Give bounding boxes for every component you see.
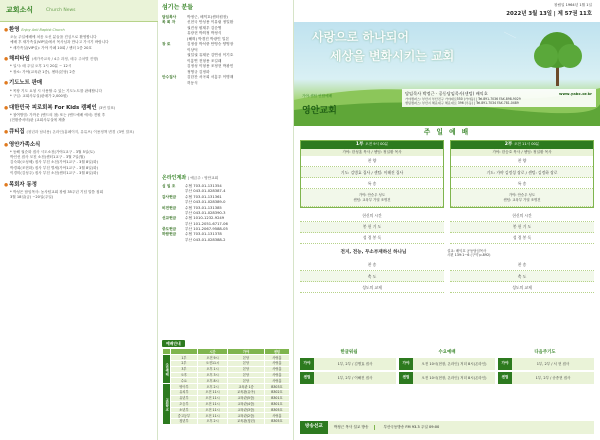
staff-role: 안수집사 [162, 75, 177, 80]
pastor-names: 담임목사 박정근 · 공동담임목사(센텀) 배익호 [405, 91, 488, 96]
news-line: * 박성은 담임목사: 농사팀교회 창립 35주년 기념 말씀 집회 [10, 189, 104, 194]
news-line: * 일시: 매 주일 오후 1시 20분 ~ 12시 [10, 64, 72, 69]
account-number: 부산 101-2051-6717-06 [185, 221, 228, 226]
bullet-icon: ● [4, 142, 9, 148]
news-line: 3월 18일(금) ~20일(주일) [10, 194, 54, 199]
news-section [4, 142, 154, 176]
second-service-special-song: 특 송 [451, 178, 593, 189]
schedule-cell [399, 358, 495, 370]
worship-table-cell: 소년부 [171, 407, 198, 413]
worship-guide-table [162, 348, 290, 425]
account-number: 부산 101-2067-9588-05 [185, 227, 228, 231]
staff-row [162, 70, 290, 75]
worship-table-cell: 오전 11시 [197, 395, 227, 401]
worship-table-cell: 오후 2시 [197, 419, 227, 425]
worship-table-cell: 영아부 [171, 384, 198, 390]
first-service-singer-gaya: 가야: 안승우 성도 [358, 193, 386, 198]
second-service-singers [451, 189, 593, 207]
second-service-hymn: 찬 양 [451, 156, 593, 167]
worship-group-label: 교회학교 [163, 384, 171, 425]
staff-names: 김정삼 박석중 안영승 양영장 [187, 42, 234, 47]
worship-table-cell: 교육관(청년) [228, 419, 265, 425]
worship-table-cell: 유년부 [171, 395, 198, 401]
address-gaya: 가야캠퍼스: 부산시 부산진구 가야대로550 (가야동) | Tel.891-7036 FAX.898-9029 [405, 96, 521, 101]
worship-table-cell: 오후 2시 [197, 384, 227, 390]
worship-table-cell: 사랑홀 [264, 366, 289, 372]
worship-table-cell: 사랑홀 [264, 372, 289, 378]
news-section-subtitle: (청년과 남녀용) 온라인(홈페이지, 유튜브) 이용정책 변경 [26, 129, 116, 134]
staff-role [162, 53, 187, 58]
slogan-line-2: 세상을 변화시키는 교회 [330, 49, 455, 63]
worship-table-cell: 오후 8시 [197, 378, 227, 384]
sunday-worship-title: 주 일 예 배 [423, 128, 471, 136]
worship-table-cell: 본당 [228, 372, 265, 378]
account-row [162, 227, 290, 232]
account-label [162, 222, 185, 227]
worship-table-cell: 2부 [171, 361, 198, 367]
worship-table-cell: 유치부 [171, 390, 198, 396]
closing-right [450, 260, 594, 294]
staff-role [162, 48, 187, 53]
news-line: 박경희(조현화) 집사 부친 별세(가야1교구 - 3월 8일(화) [10, 165, 98, 170]
worship-table-cell: 초등부 [171, 401, 198, 407]
account-label: 십 일 조 [162, 184, 176, 188]
worship-table-cell: 본당 [228, 361, 265, 367]
worship-table-cell: B301호 [264, 395, 289, 401]
staff-role [162, 31, 187, 36]
worship-table-cell: 교육관(3층) [228, 407, 265, 413]
news-column [0, 0, 158, 440]
account-list [162, 184, 290, 243]
dedication-time: 헌신의 시간 [300, 210, 444, 221]
first-service-title: 1부 [355, 142, 364, 147]
news-section-subtitle: (새가족교육 / 4주 과정, 매주 주차별 진행) [31, 57, 99, 62]
worship-table-cell: 교육관(4층) [228, 401, 265, 407]
news-line: * 목장 기도 요청 시 사용할 수 있는 기도노트를 판매합니다 [10, 88, 102, 93]
account-label [162, 238, 185, 243]
worship-table-cell: 중고등부 [171, 413, 198, 419]
news-section-body [4, 190, 154, 200]
schedule-row [300, 358, 594, 370]
worship-table-cell: 오후 3시 [197, 372, 227, 378]
bullet-icon: ● [4, 182, 9, 188]
worship-table-cell: 오전 11시 [197, 413, 227, 419]
account-number: 부산 043-01-028389-0 [185, 200, 226, 205]
first-service-hymn: 찬 양 [301, 156, 443, 167]
staff-row [162, 81, 290, 86]
schedule-cell [498, 358, 594, 370]
staff-names: 신현국 안성용 이유림 정일환 [187, 20, 234, 25]
account-number: 수협 1010-1232-9249 [185, 216, 225, 221]
issue-dateline: 2022년 3월 13일 | 제 57권 11호 [506, 11, 592, 17]
online-account-title [162, 175, 218, 182]
worship-table-cell: B302호 [264, 390, 289, 396]
worship-guide-title: 예배안내 [162, 340, 185, 347]
common-order-right [450, 210, 594, 244]
bullet-icon: ● [4, 81, 9, 87]
schedule-header-3: 다음주기도 [534, 350, 556, 355]
staff-row [162, 48, 290, 53]
news-section-body [4, 150, 154, 176]
campus-tag: 가야 [399, 358, 413, 370]
account-row [162, 216, 290, 221]
staff-names: 유장현 박의정 박정식 [187, 31, 222, 36]
news-section-subtitle-2: (3번 말표) [117, 129, 134, 134]
worship-table-cell: 사랑홀 [264, 361, 289, 367]
benediction: 축 도 [300, 271, 444, 282]
account-number: 부산 043-01-028390-3 [185, 210, 226, 215]
offering-prayer-2: 봉 헌 기 도 [450, 222, 594, 233]
staff-names: 허동식 [187, 80, 198, 85]
news-section-heading [4, 105, 154, 112]
schedule-text: 1부, 2부 / 이해진 집사 [337, 375, 373, 380]
worship-table-cell: B305호 [264, 419, 289, 425]
account-label [162, 189, 185, 194]
account-row [162, 184, 290, 189]
account-label [162, 200, 185, 205]
schedule-header-2: 수요예배 [438, 350, 456, 355]
worship-table-cell: 교육관 1층 [228, 384, 265, 390]
account-row [162, 232, 290, 237]
bullet-icon: ● [4, 57, 9, 63]
worship-table-cell: B301호 [264, 401, 289, 407]
account-row [162, 222, 290, 227]
staff-names: 권진성 원재우 김순영 [187, 25, 222, 30]
news-section-heading [4, 142, 154, 149]
worship-table-cell: 본당 [228, 366, 265, 372]
closing-hymn-2: 찬 송 [450, 260, 594, 271]
fellowship-2: 성도의 교제 [450, 282, 594, 293]
news-line: 오늘 주일예배에 처음 오신 분들을 진심으로 환영합니다 [10, 35, 97, 40]
staff-role: 담임목사 [162, 15, 177, 19]
account-number: 수협 703-01-131361 [185, 194, 222, 199]
staff-names: 이상덕 [187, 47, 198, 52]
scripture-reading: 성 경 봉 독 [300, 233, 444, 244]
news-title: 교회소식 [6, 6, 34, 14]
news-title-en: Church News [46, 8, 76, 13]
account-number: 수협 703-01-131354 [185, 184, 222, 188]
account-row [162, 195, 290, 200]
worship-table-cell: 오후 1시 [197, 366, 227, 372]
schedule-headers [300, 350, 594, 356]
schedule-rows [300, 358, 594, 384]
staff-row [162, 53, 290, 58]
second-service-leaders: 가야: 한승호 목사 / 센텀: 정일환 목사 [451, 149, 593, 156]
closing-hymn: 찬 송 [300, 260, 444, 271]
schedule-text: 1부, 2부 / 서 현 집사 [536, 361, 570, 366]
schedule-cell [300, 372, 396, 384]
worship-table-cell: 수요 [171, 378, 198, 384]
staff-names: 김정성 이형용 조정현 박광민 [187, 64, 234, 69]
worship-table-cell: 오후 [171, 372, 198, 378]
staff-role [162, 70, 187, 75]
schedule-text: 오전 10시(현장, 온라인) 저녁 8시(온라인) [421, 361, 487, 366]
worship-table-cell: 사랑홀 [264, 378, 289, 384]
broadcast-bar [300, 421, 594, 434]
campus-tag: 센텀 [399, 372, 413, 384]
online-account-label: 온라인계좌 [162, 175, 187, 181]
news-section-body [4, 89, 154, 99]
first-service [300, 140, 444, 208]
worship-table-cell: B303호 [264, 384, 289, 390]
first-service-leaders: 가야: 한성홍 목사 / 센텀: 정일환 목사 [301, 149, 443, 156]
closing-rows [300, 260, 594, 294]
founding-date: 창립일 1964년 1월 1일 [554, 3, 592, 7]
scripture-reading-2: 성 경 봉 독 [450, 233, 594, 244]
worship-table-cell: 오전 9시 [197, 355, 227, 361]
news-line: * 동해 권순화 집사 시도소천(가야1교구 - 3월 5일(토) [10, 149, 95, 154]
worship-table-cell: 1부 [171, 355, 198, 361]
staff-row [162, 42, 290, 47]
news-line: 김숙화(오성혜) 집사 부친 소천(가야1교구 - 3월 8일(화) [10, 160, 98, 165]
second-service-singer-centum: 센텀: 교육부 가열 조명건 [503, 197, 541, 202]
worship-table-cell: 사랑홀 [264, 413, 289, 419]
news-section-title: 기도노트 판매 [9, 80, 43, 87]
offering-prayer: 봉 헌 기 도 [300, 222, 444, 233]
account-row [162, 189, 290, 194]
order-of-service [300, 140, 594, 293]
slogan-line-1: 사랑으로 하나되어 [312, 30, 409, 44]
schedule-cell [300, 358, 396, 370]
news-section [4, 27, 154, 50]
fellowship: 성도의 교제 [300, 282, 444, 293]
second-service-title: 2부 [504, 142, 513, 147]
sermon-preacher: 설교: 배익호 공동담임목사 [447, 248, 487, 253]
news-section-title: 대한민국 피로회복 For Kids 캠페인 [9, 104, 97, 111]
worship-table-cell: 3부 [171, 366, 198, 372]
worship-group-label: 주일예배 [163, 355, 171, 384]
account-row [162, 238, 290, 243]
schedule-header-1: 한글워쉽 [340, 350, 358, 355]
staff-names: 권일권 유재문 김연성 이기호 [187, 53, 234, 58]
bullet-icon: ● [4, 129, 9, 135]
campus-tag: 가야 [498, 358, 512, 370]
account-row [162, 211, 290, 216]
staff-row [162, 31, 290, 36]
worship-column [294, 0, 600, 440]
news-section [4, 129, 154, 136]
account-number: 수협 703-01-131385 [185, 205, 222, 210]
worship-table-cell: 본당 [228, 378, 265, 384]
account-number: 부산 043-01-028388-2 [185, 237, 226, 242]
benediction-2: 축 도 [450, 271, 594, 282]
staff-names: 이흥연 전형용 조길래 [187, 58, 222, 63]
news-section-title: 영안가족소식 [9, 141, 41, 148]
news-section-title: 환영 [9, 27, 20, 33]
second-service-header [451, 141, 593, 149]
sermon-scripture: 시편 139:1~6 (구약 p.892) [447, 253, 491, 258]
address-centum: 센텀캠퍼스: 부산시 해운대구 해운대로 396 (우동) | Tel.891-7034 FAX.781-0489 [405, 100, 519, 105]
worship-table-header-cell: 시간 [197, 349, 227, 355]
staff-row [162, 20, 290, 25]
common-order-rows [300, 210, 594, 244]
account-label: 선교헌금 [162, 216, 177, 221]
account-label: 중도헌금 [162, 227, 177, 231]
news-sections [4, 27, 154, 206]
worship-table-cell: B305호 [264, 407, 289, 413]
news-section-heading [4, 80, 154, 87]
first-service-prayer: 기도: 김병효 집사 / 센텀: 이해진 집사 [301, 167, 443, 178]
schedule-text: 오전 10시(현장, 온라인) 저녁 8시(온라인) [421, 375, 487, 380]
first-service-time: 오전 9시 00분 [365, 142, 389, 146]
news-line: 박인선 집사 모친 소천(센터1교구 - 3월 7일(월) [10, 155, 85, 160]
worship-table-cell: 오전11시 [197, 361, 227, 367]
common-order-left [300, 210, 444, 244]
news-line: * 새가족실(VIP실): 가야 카페 10회 / 센터 1층 20호 [10, 45, 92, 50]
broadcast-info: 부산극동방송 FM 93.3 주일 09:00 [383, 425, 440, 430]
campus-tag: 가야 [300, 358, 314, 370]
sermon-row [300, 248, 594, 258]
worship-table-cell: 사랑홀 [264, 355, 289, 361]
schedule-cell [498, 372, 594, 384]
news-section-heading [4, 182, 154, 189]
news-line: * 장소: 가야(교육관 1층), 센터(본당) 2층 [10, 69, 76, 74]
weekly-schedule [300, 350, 594, 386]
staff-row [162, 64, 290, 69]
news-section-body [4, 113, 154, 123]
worship-table-cell: 교육관(5층) [228, 395, 265, 401]
account-row [162, 206, 290, 211]
news-line: * 참여방법: 가까운 (밴드의 참) 또는 (밴드예배 에서) 전원 후 [10, 112, 106, 117]
first-service-singer-centum: 센텀: 교육부 가열 조명건 [353, 197, 391, 202]
schedule-cell [399, 372, 495, 384]
worship-table-cell: 교육관(2층) [228, 413, 265, 419]
tree-icon [534, 32, 582, 86]
church-subtitle: 가야.센텀 연합예배 [302, 94, 333, 98]
staff-role [162, 59, 187, 64]
news-section [4, 105, 154, 123]
worship-table-cell: 오전 11시 [197, 390, 227, 396]
staff-title: 섬기는 분들 [162, 4, 194, 11]
account-number: 부산 043-01-028387-4 [185, 189, 226, 194]
worship-table-cell: 청년부 [171, 419, 198, 425]
news-section-title: 목회자 동정 [9, 181, 37, 188]
news-section-title: 큐티집 [9, 128, 25, 135]
worship-table-cell: 오전 11시 [197, 401, 227, 407]
bullet-icon: ● [4, 105, 9, 111]
news-section-heading [4, 129, 154, 136]
staff-row [162, 26, 290, 31]
news-section-body [4, 64, 154, 74]
sermon-info [447, 248, 594, 258]
staff-names: 박정근, 배익호(센터원장) [187, 15, 228, 19]
staff-names: 김한찬 서곡희 서흥우 이병재 [187, 75, 234, 80]
worship-table-cell: 오전 11시 [197, 407, 227, 413]
table-row [163, 419, 290, 425]
account-label: 하람헌금 [162, 232, 177, 237]
church-name: 영안교회 [302, 106, 337, 116]
website-link[interactable]: www.yabc.or.kr [559, 91, 592, 96]
campus-tag: 센텀 [300, 372, 314, 384]
bullet-icon: ● [4, 28, 9, 33]
staff-role [162, 64, 187, 69]
first-service-singers [301, 189, 443, 207]
staff-list [162, 15, 290, 86]
broadcast-program: 박정근 목사 설교 방송 [328, 425, 376, 430]
worship-guide [162, 340, 290, 425]
sermon-title: 전지, 전능, 무소부재하신 하나님 [340, 249, 407, 255]
staff-row [162, 75, 290, 80]
account-row [162, 200, 290, 205]
worship-table-cell: 교육관(유아) [228, 390, 265, 396]
account-label: 감사헌금 [162, 194, 177, 199]
news-section-heading [4, 56, 154, 63]
service-columns [300, 140, 594, 208]
news-line: 이경미(김성주) 집사 부친 소천(센터1교구 - 3월 8일(화) [10, 170, 98, 175]
news-section-english: Enjoy Anti Baptist Church [21, 28, 65, 32]
schedule-text: 1부, 2부 / 송종현 집사 [535, 375, 571, 380]
account-label: 비전헌금 [162, 205, 177, 210]
schedule-text: 1부, 2부 / 김병효 집사 [337, 361, 373, 366]
staff-role [162, 26, 187, 31]
hero-banner [294, 22, 600, 126]
worship-table-cell: 본당 [228, 355, 265, 361]
news-section-subtitle: (3번 말표) [98, 105, 116, 110]
worship-table-header-cell: 가야 [228, 349, 265, 355]
news-header [0, 0, 158, 22]
second-service [450, 140, 594, 208]
second-service-time: 오전 11시 00분 [513, 142, 540, 146]
news-section [4, 56, 154, 74]
worship-table-header-cell: 센텀 [264, 349, 289, 355]
closing-left [300, 260, 444, 294]
broadcast-tag: 방송선교 [300, 421, 328, 434]
staff-column [158, 0, 294, 440]
news-section-body [4, 35, 154, 50]
first-service-special-song: 특 송 [301, 178, 443, 189]
news-line: * 구입: 교회사무실(판매가 2,000원) [10, 93, 68, 98]
staff-role: 목 회 자 [162, 20, 176, 25]
staff-role [162, 81, 187, 86]
dedication-time-2: 헌신의 시간 [450, 210, 594, 221]
campus-tag: 센텀 [498, 372, 512, 384]
news-line: (전환중서비)판 (교회사무실에 제출 [10, 117, 66, 122]
news-line: 예배 후 새가족실(VIP실)에서 목사님과 만나고 가시기 바랍니다 [10, 40, 109, 45]
online-account-holder: | 예금주 : 영안교회 [187, 176, 219, 180]
news-section [4, 182, 154, 200]
second-service-prayer: 기도: 가야 김정성 장로 / 센텀: 김정하 장로 [451, 167, 593, 178]
staff-role: 장 로 [162, 42, 171, 47]
schedule-row [300, 372, 594, 384]
news-section-title: 해피타임 [9, 56, 30, 63]
staff-names: 정영규 김정화 [187, 69, 210, 74]
news-section-heading [4, 27, 154, 34]
account-number: 수협 703-01-131378 [185, 232, 222, 237]
staff-row [162, 59, 290, 64]
news-section [4, 80, 154, 98]
first-service-header [301, 141, 443, 149]
second-service-singer-gaya: 가야: 안승우 성도 [508, 193, 536, 198]
staff-names: (해외) 박경진 박광인 일본 [187, 36, 230, 41]
